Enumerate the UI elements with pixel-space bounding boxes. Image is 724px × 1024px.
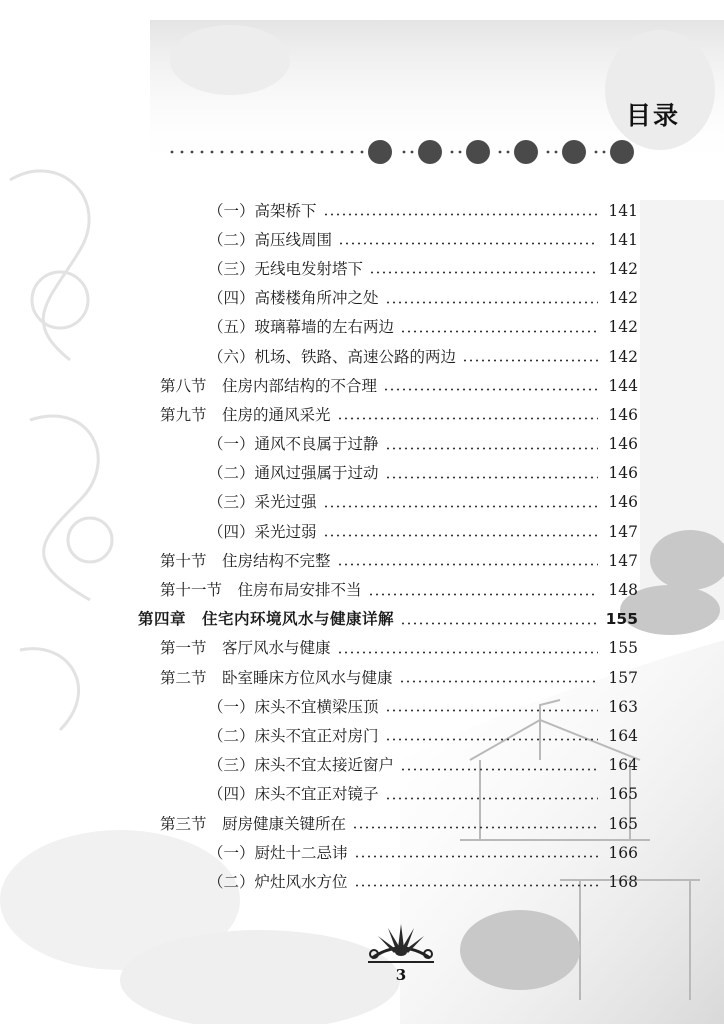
dot-leader — [368, 593, 598, 596]
table-of-contents — [0, 196, 724, 897]
toc-entry-page: 157 — [608, 668, 638, 687]
toc-entry-page: 165 — [608, 785, 638, 804]
dot-leader — [399, 680, 598, 683]
dot-leader — [400, 768, 598, 771]
toc-entry-label: 第九节 住房的通风采光 — [160, 405, 331, 424]
toc-entry-page: 146 — [608, 435, 638, 454]
toc-entry-page: 146 — [608, 493, 638, 512]
toc-entry[interactable] — [208, 342, 638, 371]
toc-entry[interactable] — [208, 284, 638, 313]
toc-entry-label: （一）高架桥下 — [208, 201, 317, 220]
palmette-ornament-icon — [366, 918, 436, 964]
toc-entry-page: 141 — [608, 201, 638, 220]
toc-entry-label: （二）通风过强属于过动 — [208, 464, 379, 483]
toc-entry-label: （二）炉灶风水方位 — [208, 872, 348, 891]
toc-title: 目录 — [625, 101, 680, 130]
dot-leader — [354, 884, 598, 887]
toc-entry[interactable] — [160, 634, 638, 663]
toc-entry-label: （三）采光过强 — [208, 493, 317, 512]
toc-entry[interactable] — [208, 751, 638, 780]
dot-leader — [400, 622, 598, 625]
toc-entry[interactable] — [160, 575, 638, 604]
toc-entry[interactable] — [160, 546, 638, 575]
dot-leader — [400, 330, 598, 333]
toc-entry[interactable] — [208, 721, 638, 750]
toc-entry-page: 164 — [608, 756, 638, 775]
header-dot-ornament — [168, 130, 638, 170]
toc-entry[interactable] — [208, 225, 638, 254]
toc-entry-page: 142 — [608, 259, 638, 278]
dot-leader — [338, 242, 598, 245]
toc-entry-label: （二）高压线周围 — [208, 230, 333, 249]
toc-entry-label: 第八节 住房内部结构的不合理 — [160, 376, 378, 395]
toc-entry-label: （二）床头不宜正对房门 — [208, 726, 379, 745]
toc-entry-label: （一）床头不宜横梁压顶 — [208, 697, 379, 716]
dot-leader — [385, 476, 598, 479]
toc-entry[interactable] — [160, 400, 638, 429]
toc-entry-label: （一）厨灶十二忌讳 — [208, 843, 348, 862]
toc-entry[interactable] — [208, 459, 638, 488]
dot-leader — [385, 709, 598, 712]
toc-entry-page: 147 — [608, 551, 638, 570]
toc-entry[interactable] — [160, 371, 638, 400]
toc-entry-page: 141 — [608, 230, 638, 249]
toc-entry[interactable] — [208, 196, 638, 225]
toc-entry-page: 163 — [608, 697, 638, 716]
toc-entry-label: （三）无线电发射塔下 — [208, 259, 364, 278]
toc-entry-label: （一）通风不良属于过静 — [208, 435, 379, 454]
toc-entry-page: 142 — [608, 318, 638, 337]
dot-leader — [385, 797, 598, 800]
toc-entry-page: 146 — [608, 405, 638, 424]
toc-entry-label: 第十一节 住房布局安排不当 — [160, 581, 362, 600]
toc-entry-page: 168 — [608, 872, 638, 891]
dot-leader — [337, 417, 598, 420]
dot-leader — [383, 388, 598, 391]
toc-entry-page: 155 — [608, 639, 638, 658]
toc-entry[interactable] — [208, 488, 638, 517]
toc-entry-page: 147 — [608, 522, 638, 541]
toc-entry[interactable] — [160, 809, 638, 838]
toc-entry-page: 165 — [608, 814, 638, 833]
toc-entry-page: 142 — [608, 347, 638, 366]
dot-leader — [323, 505, 598, 508]
dot-leader — [369, 271, 598, 274]
dot-leader — [385, 301, 598, 304]
toc-entry-label: （四）采光过弱 — [208, 522, 317, 541]
toc-entry-label: （三）床头不宜太接近窗户 — [208, 756, 395, 775]
toc-chapter-entry[interactable] — [138, 605, 638, 634]
toc-entry[interactable] — [160, 663, 638, 692]
dot-leader — [323, 534, 598, 537]
toc-entry-label: 第二节 卧室睡床方位风水与健康 — [160, 668, 393, 687]
dot-leader — [352, 826, 598, 829]
toc-entry-page: 142 — [608, 289, 638, 308]
toc-entry[interactable] — [208, 780, 638, 809]
dot-leader — [337, 651, 598, 654]
toc-entry[interactable] — [208, 254, 638, 283]
toc-entry[interactable] — [208, 692, 638, 721]
toc-entry-label: （六）机场、铁路、高速公路的两边 — [208, 347, 457, 366]
dot-leader — [354, 855, 598, 858]
toc-entry[interactable] — [208, 517, 638, 546]
toc-entry-label: 第四章 住宅内环境风水与健康详解 — [138, 610, 395, 629]
toc-entry[interactable] — [208, 430, 638, 459]
toc-entry-label: 第一节 客厅风水与健康 — [160, 639, 331, 658]
toc-entry-page: 148 — [608, 581, 638, 600]
dot-leader — [385, 447, 598, 450]
toc-entry-label: 第三节 厨房健康关键所在 — [160, 814, 347, 833]
toc-entry[interactable] — [208, 838, 638, 867]
toc-entry-label: 第十节 住房结构不完整 — [160, 551, 331, 570]
page-number: 3 — [395, 966, 407, 984]
toc-entry[interactable] — [208, 313, 638, 342]
toc-entry-label: （四）高楼楼角所冲之处 — [208, 289, 379, 308]
toc-entry-page: 144 — [608, 376, 638, 395]
toc-entry-page: 164 — [608, 726, 638, 745]
toc-entry[interactable] — [208, 867, 638, 896]
toc-entry-label: （五）玻璃幕墙的左右两边 — [208, 318, 395, 337]
toc-entry-label: （四）床头不宜正对镜子 — [208, 785, 379, 804]
dot-leader — [385, 738, 598, 741]
dot-leader — [337, 563, 598, 566]
toc-entry-page: 155 — [605, 610, 638, 629]
toc-entry-page: 166 — [608, 843, 638, 862]
dot-leader — [323, 213, 598, 216]
toc-entry-page: 146 — [608, 464, 638, 483]
dot-leader — [462, 359, 598, 362]
